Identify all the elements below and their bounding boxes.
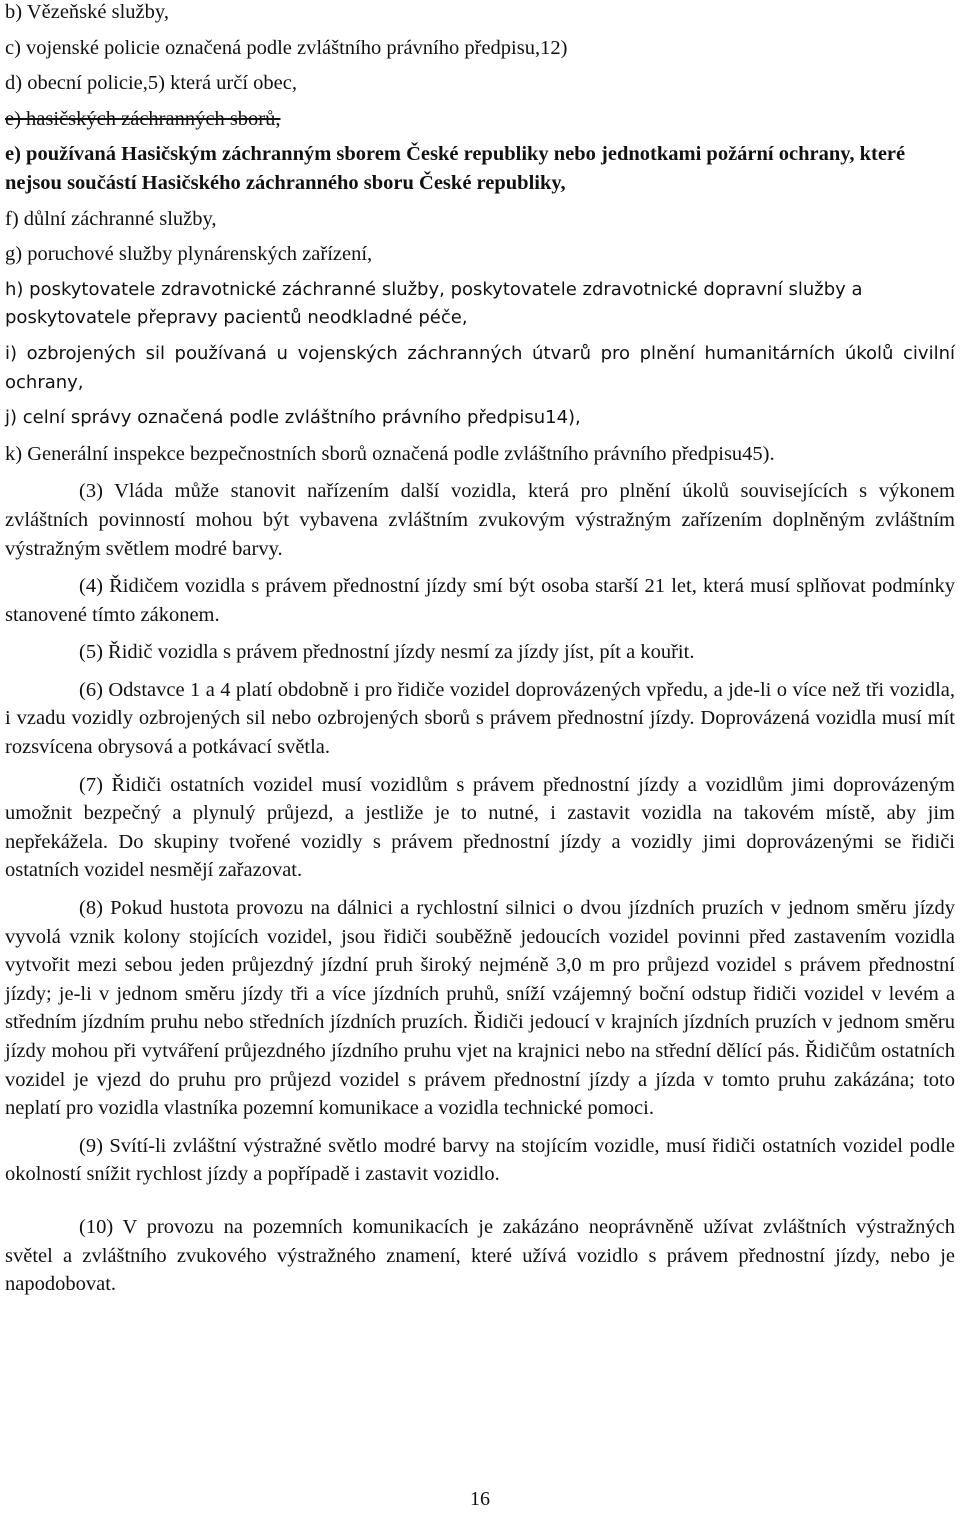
- page-number: 16: [470, 1488, 490, 1510]
- list-item-e-new: e) používaná Hasičským záchranným sborem České republiky nebo jednotkami požární ochrany, které nejsou součástí Hasičského záchranného sboru České republiky,: [5, 143, 906, 194]
- paragraph-8: (8) Pokud hustota provozu na dálnici a rychlostní silnici o dvou jízdních pruzích v jednom směru jízdy vyvolá vznik kolony stojících vozidel, jsou řidiči souběžně jedoucích vozidel povinni před zastavením vozidla vytvořit mezi sebou jeden průjezdný jízdní pruh široký nejméně 3,0 m pro průjezd vozidel s právem přednostní jízdy; je-li v jednom směru jízdy tři a více jízdních pruhů, sníží vzájemný boční odstup řidiči vozidel v levém a středním jízdním pruhu nebo středních jízdních pruzích. Řidiči jedoucí v krajních jízdních pruzích v jednom směru jízdy mohou při vytváření průjezdného jízdního pruhu vjet na krajnici nebo na střední dělící pás. Řidičům ostatních vozidel je vjezd do pruhu pro průjezd vozidel s právem přednostní jízdy a jízda v tomto pruhu zakázána; toto neplatí pro vozidla vlastníka pozemní komunikace a vozidla technické pomoci.: [5, 897, 955, 1120]
- list-item-i: i) ozbrojených sil používaná u vojenských záchranných útvarů pro plnění humanitárních úkolů civilní ochrany,: [5, 342, 955, 393]
- list-item-c: c) vojenské policie označená podle zvláštního právního předpisu,12): [5, 36, 568, 59]
- document-page: [5, 0, 955, 1308]
- paragraph-6: (6) Odstavce 1 a 4 platí obdobně i pro řidiče vozidel doprovázených vpředu, a jde-li o více než tři vozidla, i vzadu vozidly ozbrojených sil nebo ozbrojených sborů s právem přednostní jízdy. Doprovázená vozidla musí mít rozsvícena obrysová a potkávací světla.: [5, 678, 955, 759]
- list-item-b: b) Vězeňské služby,: [5, 1, 169, 23]
- paragraph-10: (10) V provozu na pozemních komunikacích je zakázáno neoprávněně užívat zvláštních výstražných světel a zvláštního zvukového výstražného znamení, které užívá vozidlo s právem přednostní jízdy, nebo je napodobovat.: [5, 1215, 955, 1296]
- paragraph-9: (9) Svítí-li zvláštní výstražné světlo modré barvy na stojícím vozidle, musí řidiči ostatních vozidel podle okolností snížit rychlost jízdy a popřípadě i zastavit vozidlo.: [5, 1134, 955, 1186]
- list-item-k: k) Generální inspekce bezpečnostních sborů označená podle zvláštního právního předpisu45).: [5, 442, 775, 465]
- paragraph-4: (4) Řidičem vozidla s právem přednostní jízdy smí být osoba starší 21 let, která musí splňovat podmínky stanovené tímto zákonem.: [5, 575, 955, 626]
- list-item-e-struck: e) hasičských záchranných sborů,: [5, 107, 281, 130]
- list-item-j: j) celní správy označená podle zvláštního právního předpisu14),: [5, 407, 581, 429]
- list-item-h: h) poskytovatele zdravotnické záchranné služby, poskytovatele zdravotnické dopravní služby a poskytovatele přepravy pacientů neodkladné péče,: [5, 278, 863, 329]
- paragraph-5: (5) Řidič vozidla s právem přednostní jízdy nesmí za jízdy jíst, pít a kouřit.: [79, 641, 695, 664]
- list-item-g: g) poruchové služby plynárenských zařízení,: [5, 243, 373, 266]
- paragraph-7: (7) Řidiči ostatních vozidel musí vozidlům s právem přednostní jízdy a vozidlům jimi doprovázeným umožnit bezpečný a plynulý průjezd, a jestliže je to nutné, i zastavit vozidla na takovém místě, aby jim nepřekážela. Do skupiny tvořené vozidly s právem přednostní jízdy a vozidly jimi doprovázenými se řidiči ostatních vozidel nesmějí zařazovat.: [5, 773, 955, 882]
- list-item-d: d) obecní policie,5) která určí obec,: [5, 72, 297, 95]
- paragraph-3: (3) Vláda může stanovit nařízením další vozidla, která pro plnění úkolů souvisejících s výkonem zvláštních povinností mohou být vybavena zvláštním zvukovým výstražným zařízením doplněným zvláštním výstražným světlem modré barvy.: [5, 480, 955, 560]
- list-item-f: f) důlní záchranné služby,: [5, 207, 217, 230]
